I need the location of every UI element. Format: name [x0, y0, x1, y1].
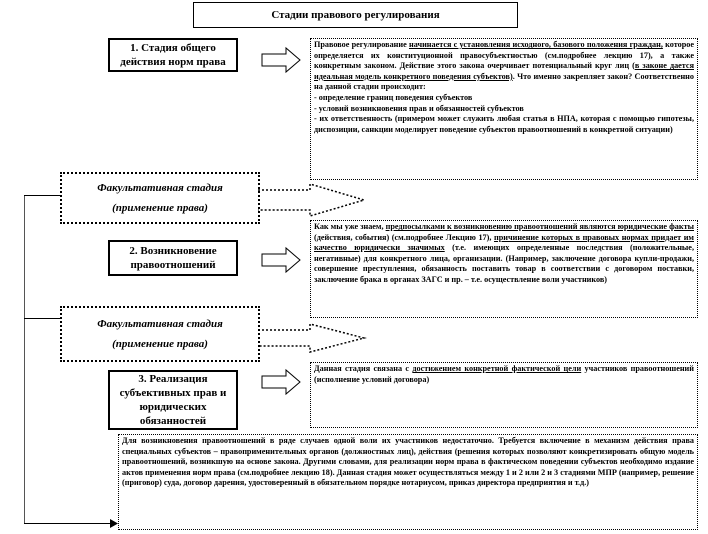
desc1-underlined-2: в законе дается идеальная модель конкретного поведения субъектов): [314, 61, 694, 81]
stage-3-label: 3. Реализация: [138, 373, 208, 385]
stage-1-label-2: действия норм права: [120, 56, 226, 68]
desc3-intro: Данная стадия связана с: [314, 364, 413, 373]
stage-3-description: [310, 362, 698, 428]
connector-to-facultative-1: [24, 195, 60, 196]
desc1-intro: Правовое регулирование: [314, 40, 407, 49]
stage-1-box: [108, 38, 238, 72]
desc2-mid-1: (действия, события) (см.подробнее Лекцию 17),: [314, 232, 495, 242]
stage-3-label-4: обязанностей: [139, 415, 207, 427]
stage-2-description: [310, 220, 698, 318]
diagram-title-text: Стадии правового регулирования: [271, 9, 440, 21]
facultative-1-line-1: Факультативная стадия: [97, 182, 223, 194]
facultative-stage-1-box: [60, 172, 260, 224]
desc1-item: - условий возникновения прав и обязанностей субъектов: [314, 103, 524, 113]
connector-to-bottom: [24, 523, 112, 524]
connector-to-facultative-2: [24, 318, 60, 319]
arrow-head-icon: [110, 519, 118, 528]
stage-2-box: [108, 240, 238, 276]
desc1-item: - определение границ поведения субъектов: [314, 92, 473, 102]
desc3-mid: участников правоотношений (исполнение условий договора): [314, 364, 694, 384]
facultative-1-line-2: (применение права): [112, 202, 208, 214]
bottom-description: [118, 434, 698, 530]
stage-2-label: 2. Возникновение: [129, 245, 217, 257]
desc1-mid-1: которое определяется их конституционной правосубъектностью (см.подробнее лекцию 17), а также конкретным законом. Действие этого закона очерчивает потенциальный круг лиц (: [314, 40, 695, 71]
connector-vertical: [24, 195, 25, 524]
desc1-underlined-1: начинается с установления исходного, базового положения граждан,: [408, 40, 663, 49]
stage-3-box: [108, 370, 238, 430]
desc2-underlined-2: причинение которых в правовых нормах придает им качество юридически значимых: [314, 232, 694, 253]
arrow-right-icon: [262, 48, 302, 72]
diagram-title: [193, 2, 518, 28]
desc2-underlined-1: предпосылками к возникновению правоотношений являются юридические факты: [385, 222, 694, 231]
desc2-mid-2: (т.е. имеющих определенные последствия (положительные, негативные) для конкретного лица, организации. (Например, заключение договора купли-продажи, совершение преступления, обязанность поставить товар в соответствии с договором поставки, заключение брака в органах ЗАГС и пр. – т.е. осуществление воли участников): [314, 243, 694, 284]
desc1-mid-2: . Что именно закрепляет закон? Соответственно на данной стадии происходит:: [314, 71, 694, 92]
facultative-2-line-2: (применение права): [112, 338, 208, 350]
facultative-2-line-1: Факультативная стадия: [97, 318, 223, 330]
stage-3-label-3: юридических: [139, 401, 207, 413]
stage-2-label-2: правоотношений: [130, 259, 216, 271]
stage-1-description: [310, 38, 698, 180]
bottom-description-text: Для возникновения правоотношений в ряде случаев одной воли их участников недостаточно. Требуется включение в механизм действия права специальных субъектов – правоприменительных органов (должностных лиц), действия (решения которых позволяют конкретизировать общую модель правоотношений, возникшую на основе закона. Другими словами, для реализации норм права в фактическом поведении субъектов необходимо издание актов применения норм права (см.подробнее лекцию 18). Данная стадия может осуществляться между 1 и 2 или 2 и 3 стадиями МПР (например, решение (приговор) суда, договор дарения, удостоверенный в обязательном порядке нотариусом, приказ директора предприятия и т.д.): [122, 436, 694, 488]
facultative-stage-2-box: [60, 306, 260, 362]
stage-3-label-2: субъективных прав и: [119, 387, 227, 399]
stage-1-label: 1. Стадия общего: [130, 42, 216, 54]
dotted-arrow-right-icon: [258, 322, 368, 358]
desc1-item: - их ответственность (примером может служить любая статья в НПА, которая с помощью гипотезы, диспозиции, санкции моделирует поведение субъектов правоотношений в конкретной ситуации): [314, 114, 694, 134]
dotted-arrow-right-icon: [258, 180, 368, 220]
desc2-intro: Как мы уже знаем,: [314, 222, 386, 231]
arrow-right-icon: [262, 248, 302, 272]
arrow-right-icon: [262, 370, 302, 394]
desc3-underlined: достижением конкретной фактической цели: [412, 364, 582, 373]
